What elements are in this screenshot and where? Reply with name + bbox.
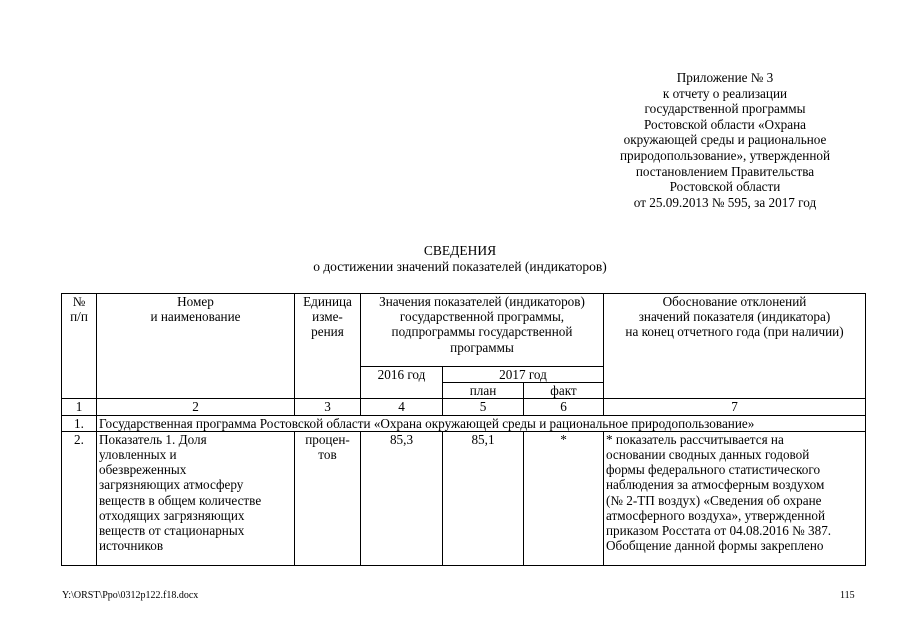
header-name-line: Номер [177,294,214,309]
justification-line: * показатель рассчитывается на [606,431,784,447]
header-values-line: государственной программы, [399,309,565,325]
header-justification-line: значений показателя (индикатора) [638,309,831,325]
header-fact: факт [524,383,604,399]
indicator-unit-line: процен- [305,431,350,447]
header-values-line: подпрограммы государственной [391,324,573,340]
fact-2017: * [524,431,604,565]
appendix-line: государственной программы [644,101,806,117]
header-unit-line: изме- [312,309,343,325]
appendix-line: постановлением Правительства [635,163,815,179]
header-justification [604,294,866,399]
header-unit [295,294,361,399]
justification-line: приказом Росстата от 04.08.2016 № 387. [606,523,832,539]
appendix-line: Ростовской области «Охрана [643,116,807,132]
footer-file-path: Y:\ORST\Ppo\0312p122.f18.docx [62,590,199,601]
header-name [97,294,295,399]
indicator-name-line: веществ в общем количестве [99,492,262,508]
header-num-line: п/п [70,309,88,325]
justification-text [604,431,866,565]
header-values-line: программы [450,339,514,355]
indicator-name-line: обезвреженных [99,462,187,478]
indicator-unit-line: тов [318,447,337,463]
header-2016: 2016 год [361,367,443,399]
header-name-line: и наименование [150,309,241,325]
column-number: 6 [524,399,604,415]
header-justification-line: Обоснование отклонений [662,294,807,309]
appendix-line: Приложение № 3 [676,70,774,85]
header-plan: план [443,383,524,399]
appendix-line: от 25.09.2013 № 595, за 2017 год [633,194,817,210]
column-number: 3 [295,399,361,415]
document-subtitle: о достижении значений показателей (индикаторов) [313,259,607,274]
justification-line: основании сводных данных годовой [606,447,810,463]
row-num: 1. [62,415,97,431]
appendix-line: к отчету о реализации [662,85,788,101]
column-number: 2 [97,399,295,415]
header-unit-line: рения [311,324,344,340]
header-num [62,294,97,399]
justification-line: (№ 2-ТП воздух) «Сведения об охране [606,492,822,508]
appendix-block [580,70,870,210]
indicator-name-line: источников [99,538,164,554]
column-number: 5 [443,399,524,415]
appendix-line: природопользование», утвержденной [619,147,831,163]
indicator-name-line: уловленных и [99,447,177,463]
indicator-name-line: загрязняющих атмосферу [99,477,244,493]
header-justification-line: на конец отчетного года (при наличии) [625,324,844,340]
column-number: 7 [604,399,866,415]
value-2016: 85,3 [361,431,443,565]
justification-line: Обобщение данной формы закреплено [606,538,824,554]
row-num: 2. [62,431,97,565]
document-title: СВЕДЕНИЯ [423,243,497,258]
column-number: 4 [361,399,443,415]
appendix-line: окружающей среды и рациональное [623,132,827,148]
justification-line: формы федерального статистического [606,462,821,478]
appendix-line: Ростовской области [669,179,781,195]
indicator-unit [295,431,361,565]
header-unit-line: Единица [303,294,352,309]
document-heading [250,243,670,275]
header-num-line: № [72,294,86,309]
indicator-name-line: Показатель 1. Доля [99,431,207,447]
indicator-name-line: отходящих загрязняющих [99,507,245,523]
justification-line: атмосферного воздуха», утвержденной [606,507,826,523]
header-2017: 2017 год [443,367,604,383]
footer-page-number: 115 [840,590,855,601]
header-values [361,294,604,367]
column-number: 1 [62,399,97,415]
header-values-line: Значения показателей (индикаторов) [379,294,585,309]
indicator-name [97,431,295,565]
table-row [62,415,866,431]
table-row [62,431,866,565]
indicator-name-line: веществ от стационарных [99,523,245,539]
indicators-table [61,293,866,566]
section-title: Государственная программа Ростовской области «Охрана окружающей среды и рациональное природопользование» [97,415,866,431]
plan-2017: 85,1 [443,431,524,565]
justification-line: наблюдения за атмосферным воздухом [606,477,825,493]
